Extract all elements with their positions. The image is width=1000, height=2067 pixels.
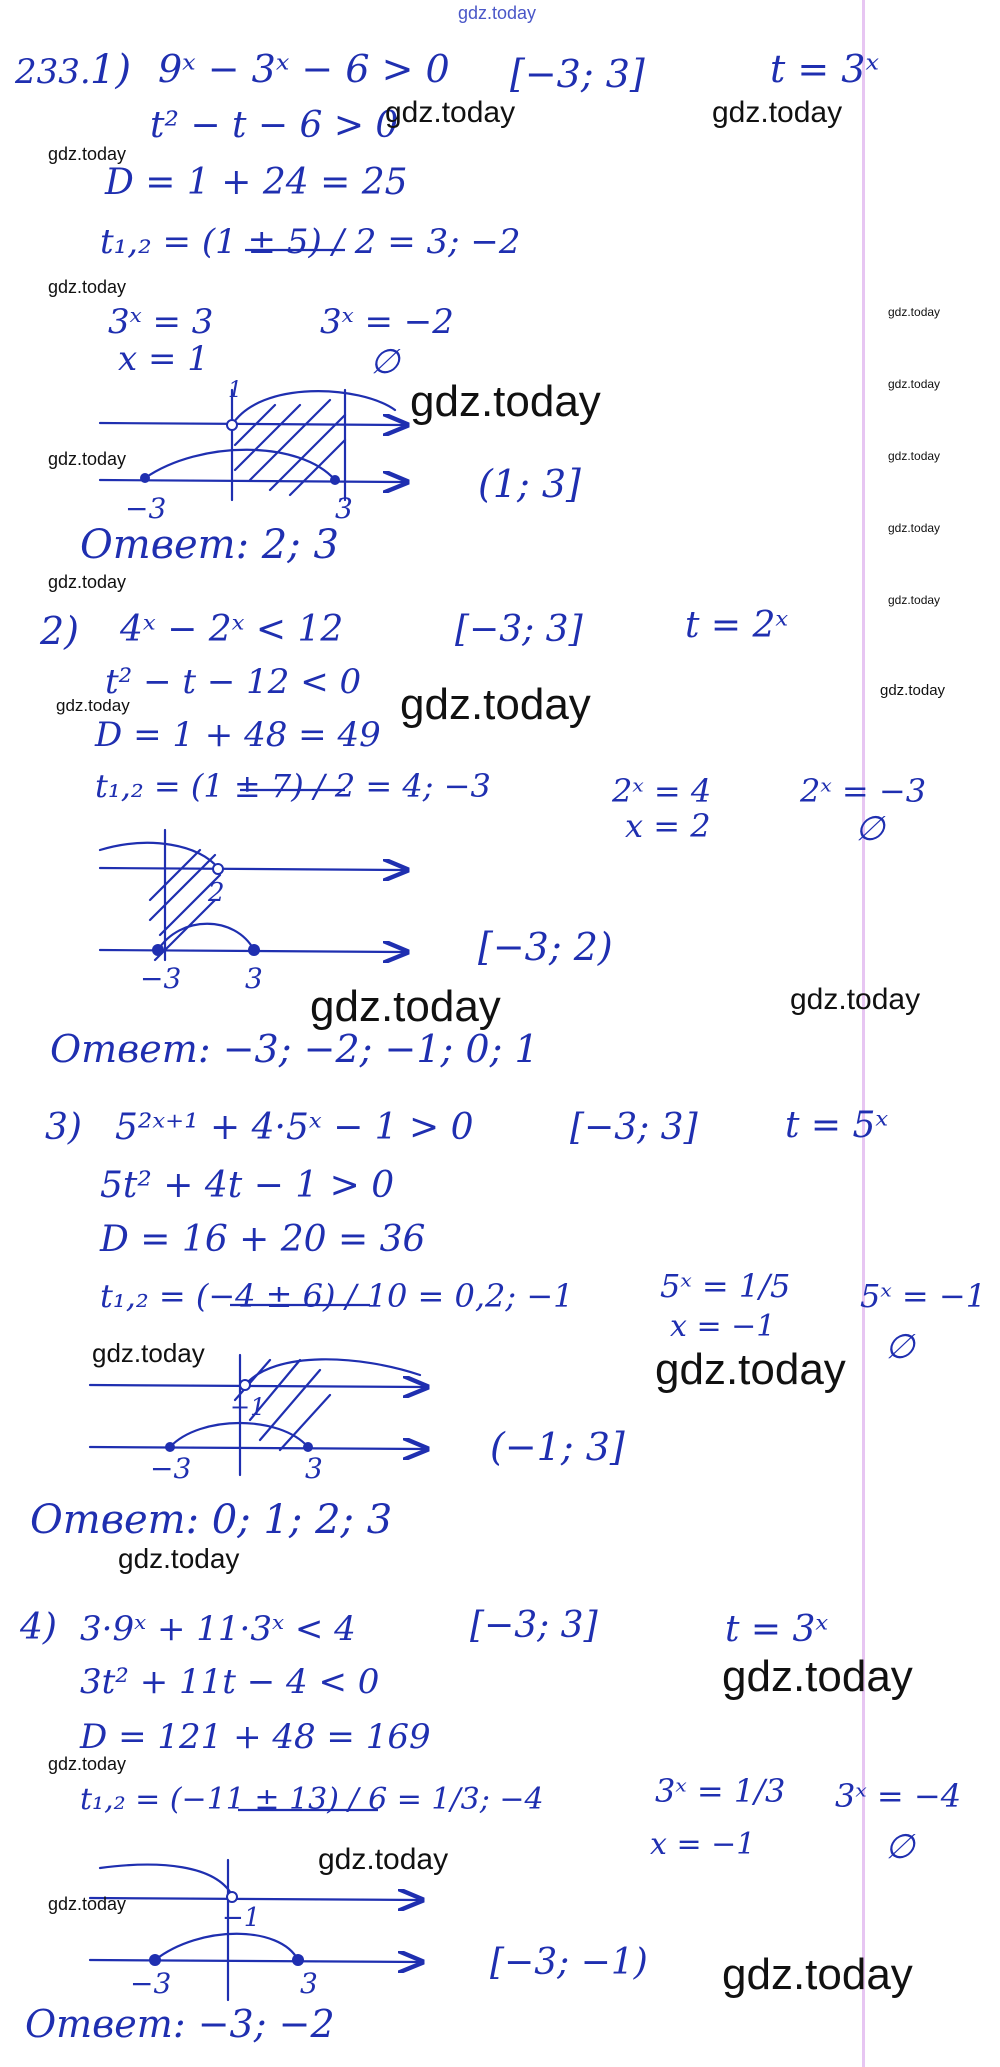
part-4-case-b: 3ˣ = −4 <box>835 1777 962 1815</box>
axis-3a <box>90 1385 425 1387</box>
part-2-equation: 4ˣ − 2ˣ < 12 <box>120 609 344 650</box>
watermark: gdz.today <box>410 377 601 426</box>
part-3-substitution: t = 5ˣ <box>785 1105 889 1146</box>
part-4-equation: 3·9ˣ + 11·3ˣ < 4 <box>80 1609 356 1649</box>
part-2-interval: [−3; 3] <box>455 609 583 650</box>
axis-2a <box>100 868 405 870</box>
part-3-axis-left: −3 <box>150 1452 192 1485</box>
part-1-empty-set: ∅ <box>370 342 400 382</box>
arc-2b <box>158 924 254 950</box>
watermark: gdz.today <box>318 1843 449 1876</box>
part-2-case-a-x: x = 2 <box>625 807 711 845</box>
part-2-axis-right: 3 <box>245 962 263 995</box>
part-1-roots: t₁,₂ = (1 ± 5) / 2 = 3; −2 <box>100 222 521 262</box>
part-2-roots: t₁,₂ = (1 ± 7) / 2 = 4; −3 <box>95 767 491 805</box>
part-2-axis-left: −3 <box>140 962 182 995</box>
arc-3a <box>245 1359 420 1385</box>
part-1-case-b: 3ˣ = −2 <box>320 302 454 342</box>
part-3-quadratic: 5t² + 4t − 1 > 0 <box>100 1165 395 1206</box>
part-3-empty-set: ∅ <box>885 1327 915 1367</box>
part-1-case-a: 3ˣ = 3 <box>108 302 214 342</box>
watermark: gdz.today <box>712 96 843 129</box>
part-1-substitution: t = 3ˣ <box>770 47 879 91</box>
part-2-answer: Ответ: −3; −2; −1; 0; 1 <box>50 1027 539 1071</box>
part-1-axis-right: 3 <box>335 492 353 525</box>
watermark: gdz.today <box>56 696 130 715</box>
part-4-roots: t₁,₂ = (−11 ± 13) / 6 = 1/3; −4 <box>80 1782 544 1817</box>
axis-3b <box>90 1447 425 1449</box>
part-3-discriminant: D = 16 + 20 = 36 <box>100 1219 426 1260</box>
part-1-equation: 9ˣ − 3ˣ − 6 > 0 <box>158 47 450 91</box>
part-3-axis-right: 3 <box>305 1452 323 1485</box>
part-1-interval: [−3; 3] <box>510 52 645 96</box>
part-2-result-interval: [−3; 2) <box>478 925 613 969</box>
part-1-label: 1) <box>90 47 132 93</box>
watermark: gdz.today <box>888 377 941 391</box>
part-4-axis-left: −3 <box>130 1967 172 2000</box>
watermark: gdz.today <box>880 682 946 699</box>
part-4-empty-set: ∅ <box>885 1827 915 1867</box>
part-1-axis-tick: 1 <box>228 378 242 403</box>
part-4-discriminant: D = 121 + 48 = 169 <box>80 1717 431 1757</box>
watermark: gdz.today <box>888 593 941 607</box>
watermark: gdz.today <box>118 1543 240 1574</box>
watermark: gdz.today <box>48 449 127 469</box>
watermark: gdz.today <box>400 680 591 729</box>
watermark: gdz.today <box>92 1338 205 1368</box>
part-4-label: 4) <box>20 1607 57 1648</box>
part-2-label: 2) <box>40 609 80 653</box>
part-3-answer: Ответ: 0; 1; 2; 3 <box>30 1497 393 1543</box>
part-4-answer: Ответ: −3; −2 <box>25 2002 335 2046</box>
part-4-case-a: 3ˣ = 1/3 <box>655 1772 786 1810</box>
part-3-result-interval: (−1; 3] <box>490 1425 625 1469</box>
part-1-quadratic: t² − t − 6 > 0 <box>150 105 399 146</box>
part-2-discriminant: D = 1 + 48 = 49 <box>95 715 381 755</box>
part-4-substitution: t = 3ˣ <box>725 1609 829 1650</box>
watermark: gdz.today <box>888 449 941 463</box>
watermark: gdz.today <box>722 1652 913 1701</box>
arc-1a <box>232 391 395 425</box>
part-2-quadratic: t² − t − 12 < 0 <box>105 662 362 702</box>
part-1-answer: Ответ: 2; 3 <box>80 522 339 568</box>
header-watermark: gdz.today <box>458 3 537 23</box>
axis-1a <box>100 423 405 425</box>
part-1-case-a-x: x = 1 <box>118 339 209 379</box>
watermark: gdz.today <box>888 521 941 535</box>
watermark: gdz.today <box>48 572 127 592</box>
axis-4a <box>90 1898 420 1900</box>
watermark: gdz.today <box>48 144 127 164</box>
watermark: gdz.today <box>48 1754 127 1774</box>
part-1-discriminant: D = 1 + 24 = 25 <box>105 162 408 203</box>
part-2-axis-tick: 2 <box>208 878 225 908</box>
part-2-substitution: t = 2ˣ <box>685 605 789 646</box>
watermark: gdz.today <box>48 277 127 297</box>
watermark: gdz.today <box>385 96 516 129</box>
part-3-label: 3) <box>45 1107 82 1148</box>
watermark: gdz.today <box>790 983 921 1016</box>
part-2-case-b: 2ˣ = −3 <box>800 772 927 810</box>
part-4-axis-right: 3 <box>300 1967 318 2000</box>
watermark: gdz.today <box>310 982 501 1031</box>
problem-number: 233. <box>15 52 91 92</box>
arc-2a <box>100 843 218 868</box>
part-3-case-b: 5ˣ = −1 <box>860 1277 987 1315</box>
part-4-axis-tick: −1 <box>222 1903 261 1933</box>
arc-4b <box>155 1934 298 1960</box>
part-4-quadratic: 3t² + 11t − 4 < 0 <box>80 1662 380 1702</box>
part-3-roots: t₁,₂ = (−4 ± 6) / 10 = 0,2; −1 <box>100 1277 574 1315</box>
watermark: gdz.today <box>722 1950 913 1999</box>
axis-4b <box>90 1960 420 1962</box>
part-1-axis-left: −3 <box>125 492 167 525</box>
part-4-case-a-x: x = −1 <box>650 1827 756 1862</box>
part-3-axis-tick: −1 <box>230 1393 266 1421</box>
part-2-case-a: 2ˣ = 4 <box>612 772 712 810</box>
part-3-equation: 5²ˣ⁺¹ + 4·5ˣ − 1 > 0 <box>115 1107 474 1148</box>
watermark: gdz.today <box>655 1345 846 1394</box>
part-2-empty-set: ∅ <box>855 809 885 849</box>
part-4-result-interval: [−3; −1) <box>490 1942 648 1983</box>
part-3-case-a-x: x = −1 <box>670 1309 776 1344</box>
part-4-interval: [−3; 3] <box>470 1605 598 1646</box>
watermark: gdz.today <box>888 305 941 319</box>
part-3-interval: [−3; 3] <box>570 1107 698 1148</box>
watermark: gdz.today <box>48 1894 127 1914</box>
part-3-case-a: 5ˣ = 1/5 <box>660 1267 791 1305</box>
arc-4a <box>100 1865 232 1895</box>
part-1-result-interval: (1; 3] <box>478 462 581 506</box>
